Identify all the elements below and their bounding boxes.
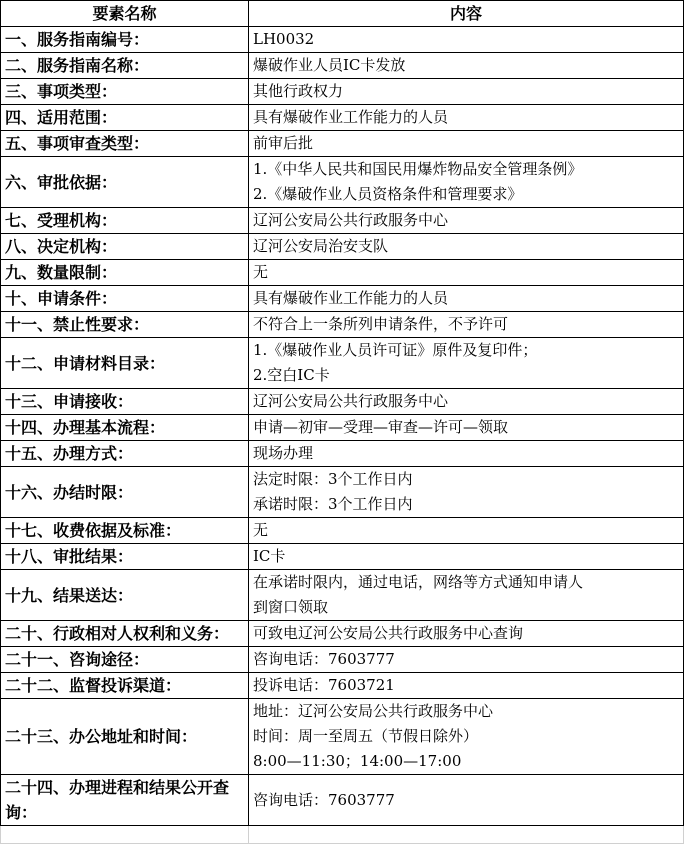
table-row [1,131,684,157]
row-value-line: 无 [253,521,269,539]
row-label: 二十四、办理进程和结果公开查询： [1,775,249,826]
row-value-line: 法定时限：3个工作日内 [253,470,413,488]
row-label: 六、审批依据： [1,157,249,208]
row-label: 二、服务指南名称： [1,53,249,79]
table-row [1,208,684,234]
row-label: 十七、收费依据及标准： [1,518,249,544]
row-value-line: 投诉电话：7603721 [253,676,395,694]
row-value-line: 咨询电话：7603777 [253,790,395,809]
row-value-line: 时间：周一至周五（节假日除外） [253,727,479,745]
row-value [249,570,684,621]
row-value-line: 辽河公安局公共行政服务中心 [253,211,449,229]
row-value [249,157,684,208]
row-value-line: 到窗口领取 [253,598,329,616]
table-row [1,518,684,544]
header-row [1,1,684,27]
row-value [249,208,684,234]
row-value-line: 具有爆破作业工作能力的人员 [253,108,449,126]
row-value [249,699,684,775]
row-value-line: 前审后批 [253,134,314,152]
row-value-line: 2.空白IC卡 [253,366,330,384]
row-value [249,312,684,338]
row-label: 八、决定机构： [1,234,249,260]
row-value-line: 现场办理 [253,444,314,462]
table-row [1,312,684,338]
row-label: 七、受理机构： [1,208,249,234]
row-value-line: 地址：辽河公安局公共行政服务中心 [253,702,494,720]
row-label: 二十一、咨询途径： [1,647,249,673]
row-value-line: 具有爆破作业工作能力的人员 [253,289,449,307]
row-value-line: 咨询电话：7603777 [253,650,395,668]
table-row [1,699,684,775]
table-row [1,621,684,647]
empty-cell [1,826,249,844]
row-value-line: 1.《爆破作业人员许可证》原件及复印件； [253,341,538,359]
row-value [249,234,684,260]
table-row [1,27,684,53]
table-row [1,647,684,673]
row-value [249,105,684,131]
row-value-line: 其他行政权力 [253,82,344,100]
table-row [1,260,684,286]
row-label: 十九、结果送达： [1,570,249,621]
table-row [1,157,684,208]
row-label: 十、申请条件： [1,286,249,312]
row-label: 十六、办结时限： [1,467,249,518]
row-value-line: 无 [253,263,269,281]
row-value-line: 在承诺时限内，通过电话，网络等方式通知申请人 [253,573,584,591]
row-value-line: 爆破作业人员IC卡发放 [253,56,406,74]
row-label: 十三、申请接收： [1,389,249,415]
row-value-line: 不符合上一条所列申请条件，不予许可 [253,315,509,333]
row-value [249,53,684,79]
row-value [249,673,684,699]
table-row [1,544,684,570]
table-row [1,467,684,518]
table-row [1,673,684,699]
row-value-line: IC卡 [253,547,286,565]
table-row [1,775,684,826]
row-value-line: 1.《中华人民共和国民用爆炸物品安全管理条例》 [253,160,583,178]
row-label: 十八、审批结果： [1,544,249,570]
table-row [1,53,684,79]
row-value [249,647,684,673]
row-label: 二十三、办公地址和时间： [1,699,249,775]
row-value [249,621,684,647]
row-label: 一、服务指南编号： [1,27,249,53]
table-row [1,415,684,441]
row-value [249,467,684,518]
row-value [249,518,684,544]
row-value [249,286,684,312]
empty-row [1,826,684,844]
row-value [249,260,684,286]
row-value-line: 承诺时限：3个工作日内 [253,495,413,513]
row-value [249,79,684,105]
row-label: 二十二、监督投诉渠道： [1,673,249,699]
table-row [1,234,684,260]
row-value-line: 8:00—11:30；14:00—17:00 [253,752,462,770]
row-value-line: 可致电辽河公安局公共行政服务中心查询 [253,624,524,642]
row-value [249,131,684,157]
row-value-line: 申请—初审—受理—审查—许可—领取 [253,418,509,436]
row-label: 十一、禁止性要求： [1,312,249,338]
row-label: 三、事项类型： [1,79,249,105]
table-row [1,79,684,105]
table-row [1,105,684,131]
row-value [249,27,684,53]
row-label: 十五、办理方式： [1,441,249,467]
table-row [1,338,684,389]
row-value-line: 辽河公安局公共行政服务中心 [253,392,449,410]
table-row [1,441,684,467]
empty-cell [249,826,684,844]
row-value-line: 辽河公安局治安支队 [253,237,389,255]
row-value-line: LH0032 [253,30,315,48]
row-label: 五、事项审查类型： [1,131,249,157]
row-label: 十二、申请材料目录： [1,338,249,389]
row-label: 四、适用范围： [1,105,249,131]
row-value [249,441,684,467]
header-value: 内容 [249,1,684,27]
row-value [249,389,684,415]
row-label: 九、数量限制： [1,260,249,286]
row-value [249,544,684,570]
table-row [1,389,684,415]
row-value-line: 2.《爆破作业人员资格条件和管理要求》 [253,185,523,203]
row-label: 十四、办理基本流程： [1,415,249,441]
table-row [1,570,684,621]
row-label: 二十、行政相对人权利和义务： [1,621,249,647]
row-value [249,338,684,389]
row-value [249,415,684,441]
row-value [249,775,684,826]
table-row [1,286,684,312]
header-label: 要素名称 [1,1,249,27]
